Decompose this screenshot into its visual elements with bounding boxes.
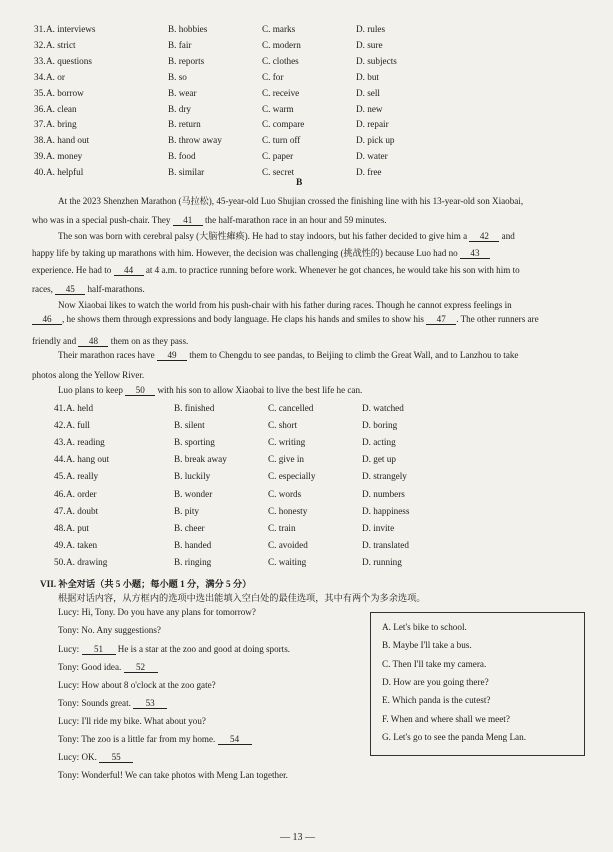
dialogue-text: Lucy: How about 8 o'clock at the zoo gate? — [58, 680, 216, 690]
option-num: 48. — [54, 522, 66, 533]
option-a: A. hang out — [66, 454, 110, 465]
option-a: A. helpful — [46, 167, 84, 178]
option-c: C. avoided — [268, 539, 308, 550]
dialogue-line — [58, 606, 256, 618]
passage-text: happy life by taking up marathons with him. However, the decision was challenging (挑战性的) because Luo had no — [32, 248, 460, 258]
dialogue-line — [58, 715, 206, 727]
option-c: C. train — [268, 522, 296, 533]
answer-blank: 46 — [32, 314, 62, 325]
option-d: D. watched — [362, 403, 404, 413]
answer-blank: 45 — [55, 284, 85, 295]
option-b: B. pity — [174, 505, 200, 516]
option-a: A. really — [66, 471, 99, 482]
option-num: 38. — [34, 135, 46, 146]
answer-blank: 50 — [125, 385, 155, 396]
answer-blank: 53 — [133, 698, 167, 709]
answer-blank: 51 — [82, 644, 116, 655]
option-row — [0, 401, 613, 415]
option-b: B. cheer — [174, 522, 205, 533]
passage-text: Luo plans to keep — [58, 385, 126, 395]
dialogue-option: D. How are you going there? — [382, 676, 489, 687]
option-d: D. happiness — [362, 505, 410, 516]
passage-text: friendly and — [32, 336, 79, 346]
option-row — [0, 435, 613, 449]
option-c: C. warm — [262, 103, 294, 114]
option-b: B. so — [168, 71, 187, 82]
passage-line — [58, 300, 512, 311]
option-num: 35. — [34, 87, 46, 98]
passage-line — [32, 265, 520, 276]
option-c: C. paper — [262, 151, 294, 162]
option-d: D. numbers — [362, 488, 405, 499]
option-row — [0, 102, 613, 116]
option-row — [0, 555, 613, 569]
dialogue-option: B. Maybe I'll take a bus. — [382, 640, 472, 651]
option-d: D. strangely — [362, 471, 407, 482]
option-a: A. interviews — [46, 24, 96, 34]
option-d: D. sell — [356, 87, 380, 98]
option-num: 43. — [54, 437, 66, 448]
option-row — [0, 117, 613, 131]
section-7-instruction: 根据对话内容，从方框内的选项中选出能填入空白处的最佳选项，其中有两个为多余选项。 — [58, 593, 426, 603]
passage-text: , he shows them through expressions and body language. He claps his hands and smiles to show his — [62, 314, 427, 324]
passage-line — [32, 314, 539, 325]
option-num: 41. — [54, 403, 66, 413]
option-d: D. sure — [356, 39, 383, 50]
passage-text: At the 2023 Shenzhen Marathon (马拉松), 45-year-old Luo Shujian crossed the finishing line with his 13-year-old son Xiaobai, — [58, 196, 524, 206]
dialogue-text: Lucy: — [58, 644, 82, 654]
passage-text: with his son to allow Xiaobai to live the best life he can. — [155, 385, 363, 395]
option-a: A. full — [66, 420, 90, 431]
dialogue-text: Tony: The zoo is a little far from my home. — [58, 734, 218, 744]
dialogue-text: Lucy: Hi, Tony. Do you have any plans for tomorrow? — [58, 607, 256, 617]
dialogue-line — [58, 697, 167, 709]
option-row — [0, 22, 613, 36]
dialogue-text: Lucy: OK. — [58, 752, 100, 762]
option-a: A. hand out — [46, 135, 90, 146]
dialogue-text: Lucy: I'll ride my bike. What about you? — [58, 716, 206, 726]
passage-line — [32, 336, 188, 347]
dialogue-options-box — [370, 612, 585, 756]
passage-line — [32, 370, 144, 381]
option-b: B. hobbies — [168, 24, 208, 34]
option-a: A. questions — [46, 55, 92, 66]
option-c: C. marks — [262, 24, 296, 34]
passage-text: Their marathon races have — [58, 350, 157, 360]
option-a: A. put — [66, 522, 89, 533]
option-b: B. throw away — [168, 135, 222, 146]
option-c: C. waiting — [268, 556, 307, 567]
option-row — [0, 133, 613, 147]
option-c: C. for — [262, 71, 284, 82]
option-b: B. fair — [168, 39, 192, 50]
passage-text: and — [499, 231, 515, 241]
option-b: B. silent — [174, 420, 205, 431]
answer-blank: 48 — [78, 336, 108, 347]
option-row — [0, 452, 613, 466]
answer-blank: 52 — [124, 662, 158, 673]
dialogue-text: Tony: No. Any suggestions? — [58, 625, 161, 635]
passage-text: The son was born with cerebral palsy (大脑性瘫痪). He had to stay indoors, but his father decided to give him a — [58, 231, 470, 241]
answer-blank: 43 — [460, 248, 490, 259]
option-c: C. honesty — [268, 505, 308, 516]
dialogue-line — [58, 643, 290, 655]
option-num: 45. — [54, 471, 66, 482]
option-d: D. get up — [362, 454, 396, 465]
option-num: 42. — [54, 420, 66, 431]
dialogue-option: C. Then I'll take my camera. — [382, 658, 487, 669]
option-b: B. similar — [168, 167, 205, 178]
passage-line — [58, 196, 523, 207]
dialogue-line — [58, 769, 288, 781]
option-c: C. modern — [262, 39, 301, 50]
passage-text: experience. He had to — [32, 265, 114, 275]
passage-line — [32, 215, 387, 226]
option-num: 32. — [34, 39, 46, 50]
dialogue-text: He is a star at the zoo and good at doing sports. — [115, 644, 291, 654]
dialogue-option: G. Let's go to see the panda Meng Lan. — [382, 731, 527, 742]
passage-line — [58, 350, 518, 361]
option-row — [0, 538, 613, 552]
option-d: D. acting — [362, 437, 396, 448]
option-a: A. reading — [66, 437, 105, 448]
passage-text: races, — [32, 284, 56, 294]
option-d: D. free — [356, 167, 382, 178]
option-num: 33. — [34, 55, 46, 66]
option-row — [0, 38, 613, 52]
option-num: 34. — [34, 71, 46, 82]
option-num: 49. — [54, 539, 66, 550]
option-c: C. short — [268, 420, 298, 431]
option-c: C. cancelled — [268, 403, 314, 413]
option-a: A. drawing — [66, 556, 108, 567]
option-row — [0, 86, 613, 100]
dialogue-text: Tony: Good idea. — [58, 662, 124, 672]
answer-blank: 54 — [218, 734, 252, 745]
option-num: 37. — [34, 119, 46, 130]
dialogue-line — [58, 751, 133, 763]
option-a: A. money — [46, 151, 83, 162]
option-row — [0, 469, 613, 483]
option-b: B. wonder — [174, 488, 213, 499]
option-d: D. running — [362, 556, 402, 567]
option-c: C. clothes — [262, 55, 299, 66]
passage-text: photos along the Yellow River. — [32, 370, 145, 380]
option-b: B. finished — [174, 403, 215, 413]
dialogue-line — [58, 733, 252, 745]
option-num: 50. — [54, 556, 66, 567]
option-a: A. or — [46, 71, 65, 82]
answer-blank: 41 — [173, 215, 203, 226]
option-num: 46. — [54, 488, 66, 499]
option-b: B. reports — [168, 55, 205, 66]
option-d: D. rules — [356, 24, 386, 34]
option-a: A. clean — [46, 103, 77, 114]
dialogue-line — [58, 624, 161, 636]
option-c: C. compare — [262, 119, 305, 130]
passage-line — [32, 284, 145, 295]
option-row — [0, 54, 613, 68]
option-num: 40. — [34, 167, 46, 178]
option-d: D. translated — [362, 539, 409, 550]
dialogue-text: Tony: Wonderful! We can take photos with Meng Lan together. — [58, 770, 288, 780]
option-num: 31. — [34, 24, 46, 34]
option-c: C. words — [268, 488, 302, 499]
option-d: D. but — [356, 71, 379, 82]
answer-blank: 49 — [157, 350, 187, 361]
option-num: 39. — [34, 151, 46, 162]
option-b: B. luckily — [174, 471, 211, 482]
dialogue-option: A. Let's bike to school. — [382, 622, 467, 632]
page-number: — 13 — — [280, 832, 315, 843]
passage-text: half-marathons. — [85, 284, 145, 294]
answer-blank: 55 — [99, 752, 133, 763]
option-c: C. writing — [268, 437, 306, 448]
option-b: B. food — [168, 151, 196, 162]
option-row — [0, 165, 613, 179]
option-d: D. repair — [356, 119, 389, 130]
answer-blank: 47 — [426, 314, 456, 325]
passage-text: . The other runners are — [456, 314, 539, 324]
passage-text: who was in a special push-chair. They — [32, 215, 173, 225]
answer-blank: 44 — [114, 265, 144, 276]
option-a: A. doubt — [66, 505, 99, 516]
option-a: A. held — [66, 403, 94, 413]
answer-blank: 42 — [469, 231, 499, 242]
option-a: A. order — [66, 488, 97, 499]
option-b: B. dry — [168, 103, 191, 114]
option-num: 47. — [54, 505, 66, 516]
option-num: 44. — [54, 454, 66, 465]
dialogue-text: Tony: Sounds great. — [58, 698, 134, 708]
option-c: C. give in — [268, 454, 304, 465]
option-b: B. break away — [174, 454, 227, 465]
option-a: A. strict — [46, 39, 76, 50]
passage-line — [58, 231, 515, 242]
option-row — [0, 521, 613, 535]
passage-text: Now Xiaobai likes to watch the world from his push-chair with his father during races. Though he cannot express feelings in — [58, 300, 512, 310]
option-row — [0, 70, 613, 84]
option-row — [0, 418, 613, 432]
section-b-heading: B — [296, 178, 303, 188]
option-b: B. handed — [174, 539, 212, 550]
passage-line — [32, 248, 490, 259]
option-b: B. ringing — [174, 556, 212, 567]
option-d: D. invite — [362, 522, 395, 533]
option-a: A. borrow — [46, 87, 84, 98]
passage-text: them on as they pass. — [108, 336, 189, 346]
option-b: B. sporting — [174, 437, 215, 448]
passage-text: the half-marathon race in an hour and 59 minutes. — [202, 215, 387, 225]
passage-line — [58, 385, 362, 396]
option-row — [0, 149, 613, 163]
option-c: C. receive — [262, 87, 300, 98]
option-a: A. bring — [46, 119, 77, 130]
passage-text: them to Chengdu to see pandas, to Beijing to climb the Great Wall, and to Lanzhou to take — [186, 350, 519, 360]
section-7-title: VII. 补全对话（共 5 小题；每小题 1 分，满分 5 分） — [40, 579, 252, 589]
option-d: D. water — [356, 151, 388, 162]
option-d: D. new — [356, 103, 383, 114]
dialogue-line — [58, 661, 158, 673]
option-row — [0, 487, 613, 501]
option-b: B. wear — [168, 87, 197, 98]
option-c: C. turn off — [262, 135, 301, 146]
option-b: B. return — [168, 119, 201, 130]
dialogue-option: F. When and where shall we meet? — [382, 713, 510, 724]
dialogue-option: E. Which panda is the cutest? — [382, 695, 491, 706]
option-d: D. pick up — [356, 135, 395, 146]
option-d: D. boring — [362, 420, 398, 431]
option-num: 36. — [34, 103, 46, 114]
option-a: A. taken — [66, 539, 98, 550]
dialogue-line — [58, 679, 216, 691]
option-c: C. secret — [262, 167, 295, 178]
passage-text: at 4 a.m. to practice running before work. Whenever he got chances, he would take his son with him to — [143, 265, 520, 275]
option-d: D. subjects — [356, 55, 397, 66]
option-row — [0, 504, 613, 518]
option-c: C. especially — [268, 471, 316, 482]
